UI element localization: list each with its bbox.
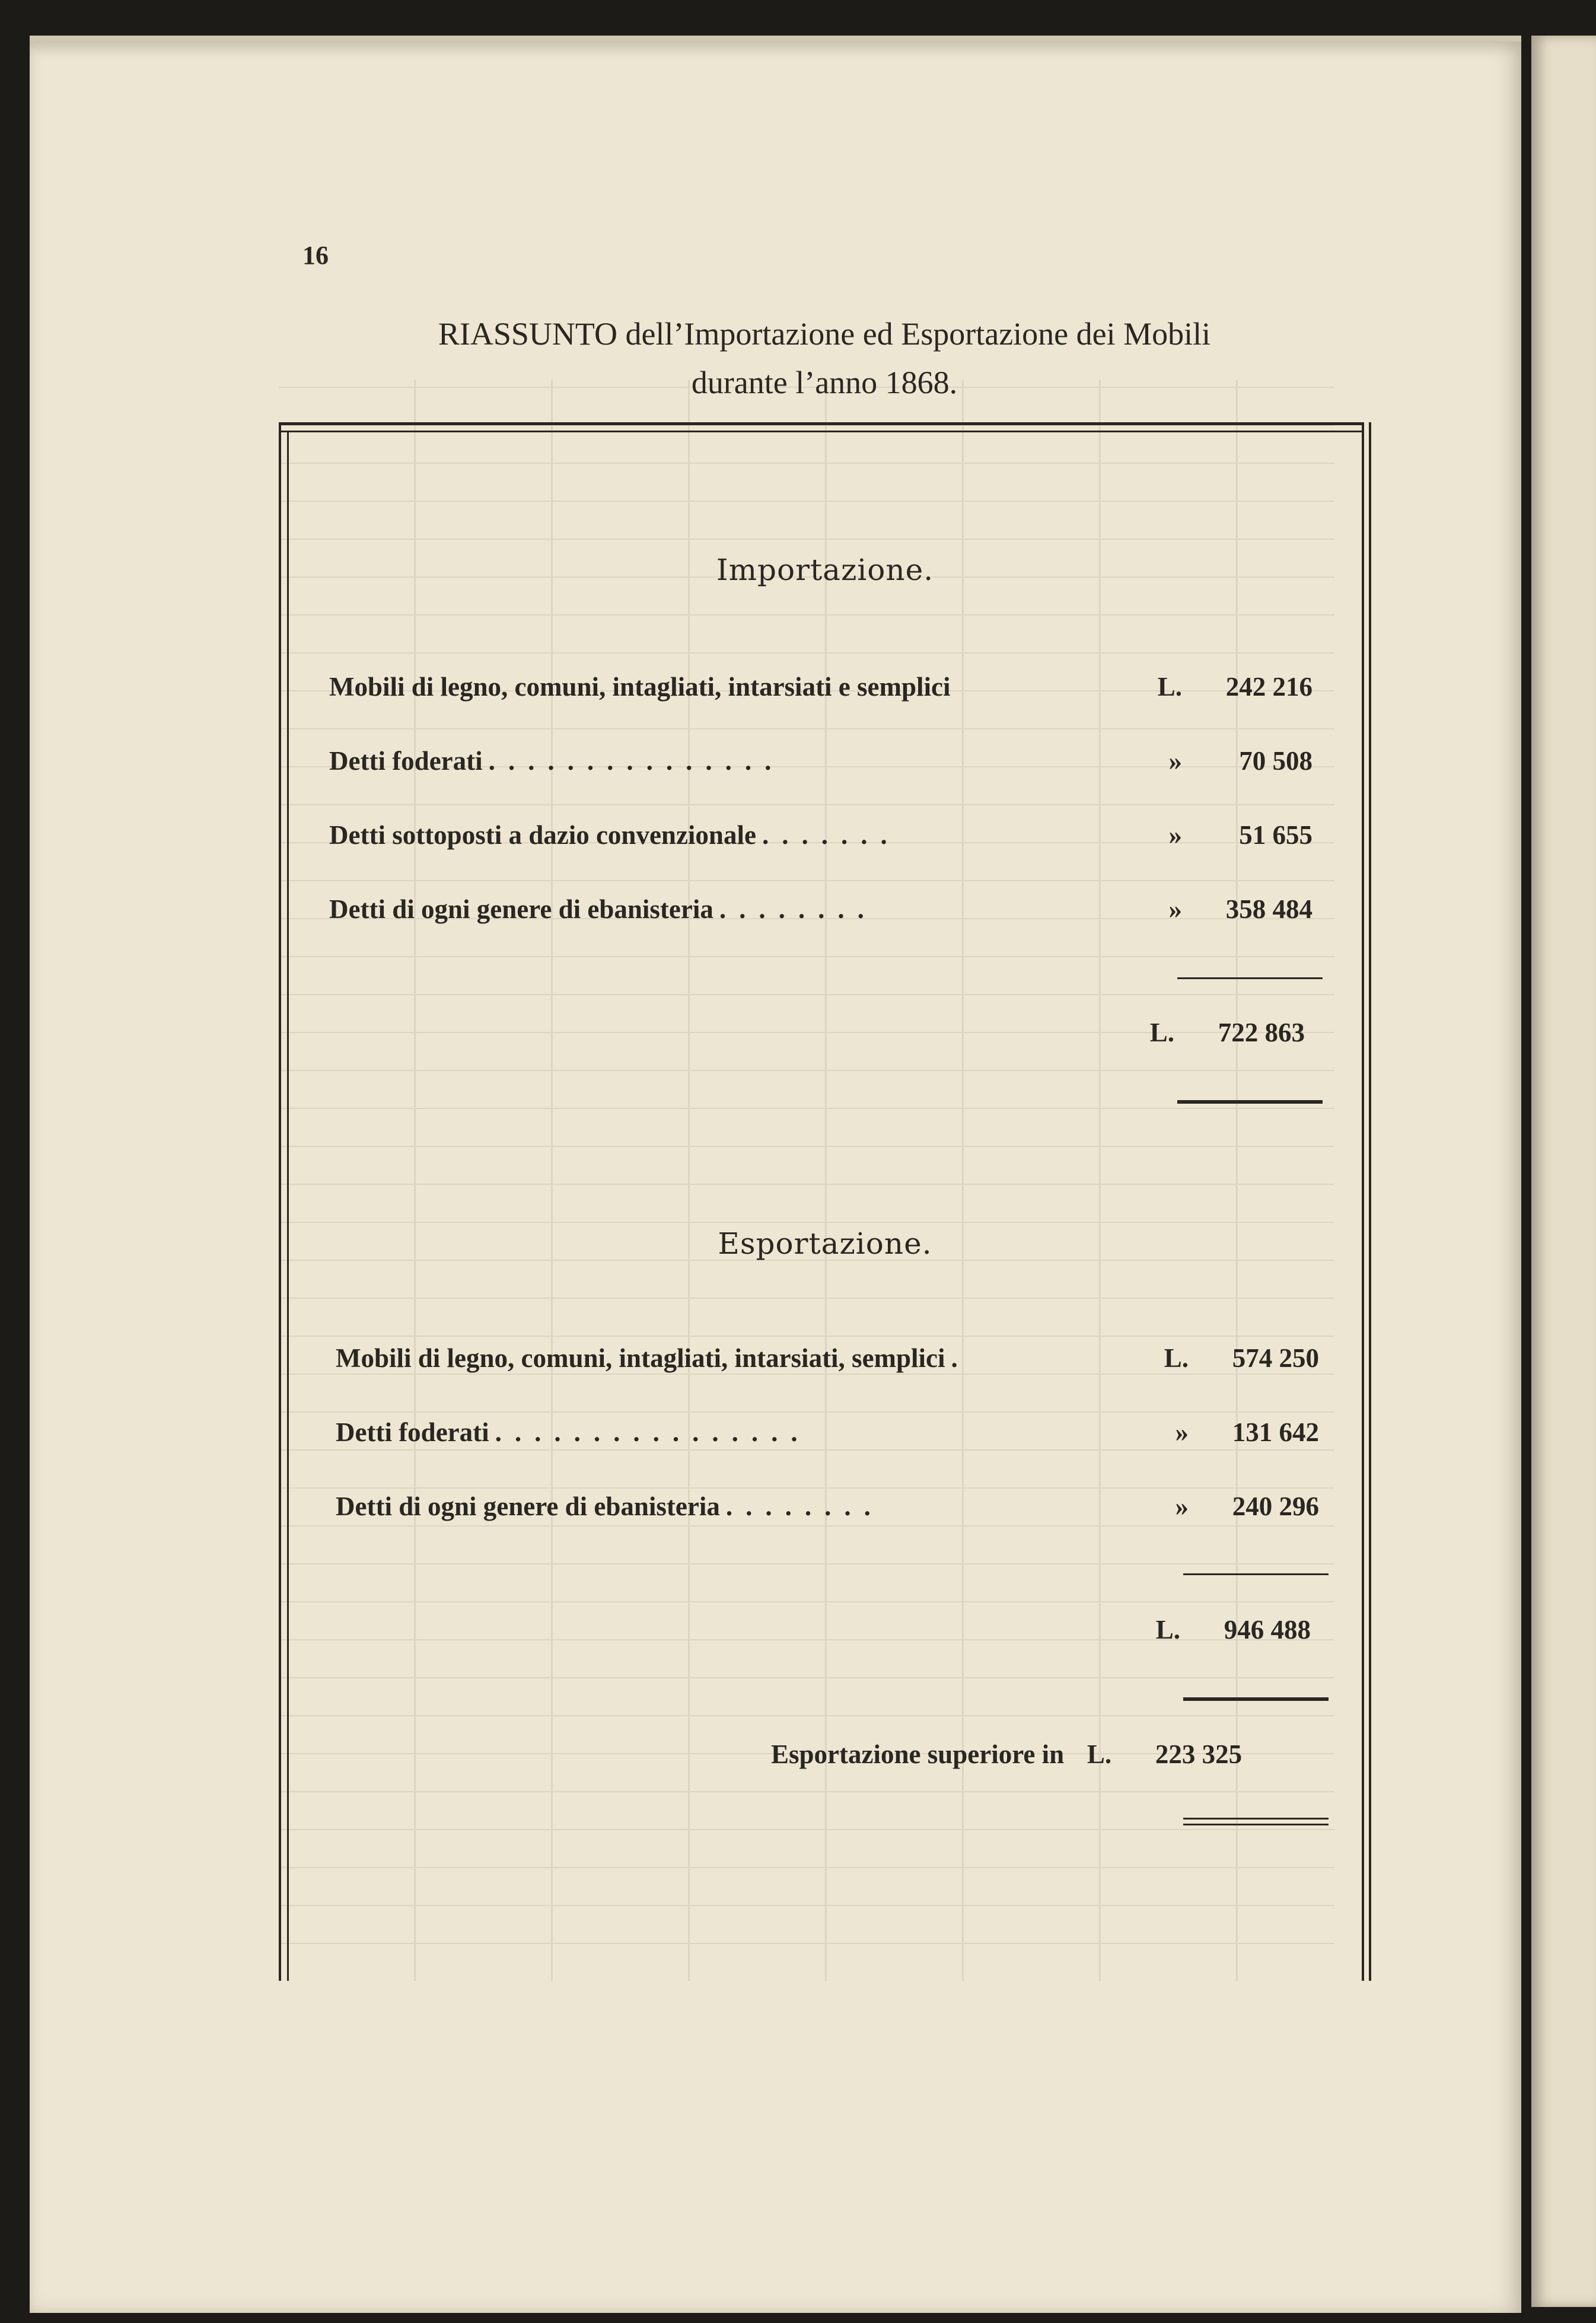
- row-value: 240 296: [1232, 1492, 1319, 1521]
- title-line-2: durante l’anno 1868.: [691, 365, 958, 400]
- frame-left-rule: [279, 422, 281, 1981]
- title-line-1: RIASSUNTO dell’Importazione ed Esportazione dei Mobili: [438, 316, 1211, 352]
- row-unit: »: [1168, 820, 1182, 850]
- importazione-total: [1127, 1017, 1305, 1048]
- total-unit: L.: [1149, 1018, 1174, 1047]
- difference-label: Esportazione superiore in: [771, 1739, 1065, 1769]
- row-value: 51 655: [1239, 820, 1313, 850]
- importazione-row: [329, 894, 1313, 925]
- row-unit: »: [1175, 1417, 1189, 1447]
- row-value: 358 484: [1225, 894, 1313, 924]
- row-label: Mobili di legno, comuni, intagliati, intarsiati e semplici: [329, 672, 951, 702]
- esportazione-heading: Esportazione.: [718, 1226, 932, 1261]
- importazione-row: [329, 745, 1313, 776]
- esportazione-row: [336, 1343, 1319, 1374]
- importazione-heading: Importazione.: [716, 553, 934, 587]
- row-value: 70 508: [1239, 746, 1313, 776]
- difference-double-rule: [1183, 1818, 1329, 1819]
- esportazione-row: [336, 1417, 1319, 1448]
- row-leader: ...............: [488, 746, 785, 776]
- esportazione-total-rule: [1183, 1697, 1329, 1701]
- frame-top-inner-rule: [279, 431, 1364, 432]
- frame-right-rule: [1369, 422, 1371, 1981]
- row-label: Detti di ogni genere di ebanisteria: [329, 894, 713, 924]
- importazione-total-rule: [1177, 1100, 1323, 1104]
- row-unit: »: [1168, 746, 1182, 776]
- page-number: 16: [302, 241, 329, 270]
- frame-left-inner-rule: [287, 431, 289, 1981]
- row-label: Mobili di legno, comuni, intagliati, intarsiati, semplici: [336, 1343, 945, 1373]
- difference-unit: L.: [1087, 1739, 1112, 1769]
- row-value: 131 642: [1232, 1417, 1319, 1447]
- row-unit: »: [1175, 1492, 1189, 1521]
- row-unit: L.: [1157, 672, 1182, 702]
- row-label: Detti foderati: [336, 1417, 489, 1447]
- esportazione-sum-rule: [1183, 1573, 1329, 1575]
- total-value: 946 488: [1224, 1615, 1311, 1645]
- row-leader: .: [951, 1343, 971, 1373]
- adjacent-page-edge: [1531, 36, 1596, 2307]
- esportazione-row: [336, 1491, 1319, 1522]
- row-unit: L.: [1164, 1343, 1189, 1373]
- frame-right-inner-rule: [1362, 422, 1364, 1981]
- difference-row: [771, 1739, 1242, 1770]
- esportazione-total: [1133, 1614, 1311, 1645]
- row-leader: .......: [762, 820, 900, 850]
- importazione-row: [329, 671, 1313, 702]
- importazione-row: [329, 820, 1313, 850]
- document-title: [320, 310, 1329, 407]
- importazione-sum-rule: [1177, 977, 1323, 979]
- total-unit: L.: [1155, 1615, 1180, 1645]
- row-unit: »: [1168, 894, 1182, 924]
- difference-value: 223 325: [1155, 1739, 1243, 1769]
- row-leader: ................: [495, 1417, 811, 1447]
- row-value: 242 216: [1225, 672, 1313, 702]
- row-label: Detti sottoposti a dazio convenzionale: [329, 820, 756, 850]
- row-label: Detti di ogni genere di ebanisteria: [336, 1492, 720, 1521]
- row-label: Detti foderati: [329, 746, 483, 776]
- row-leader: ........: [719, 894, 877, 924]
- row-value: 574 250: [1232, 1343, 1319, 1373]
- row-leader: ........: [725, 1492, 884, 1521]
- frame-top-rule: [279, 422, 1364, 425]
- total-value: 722 863: [1218, 1018, 1305, 1047]
